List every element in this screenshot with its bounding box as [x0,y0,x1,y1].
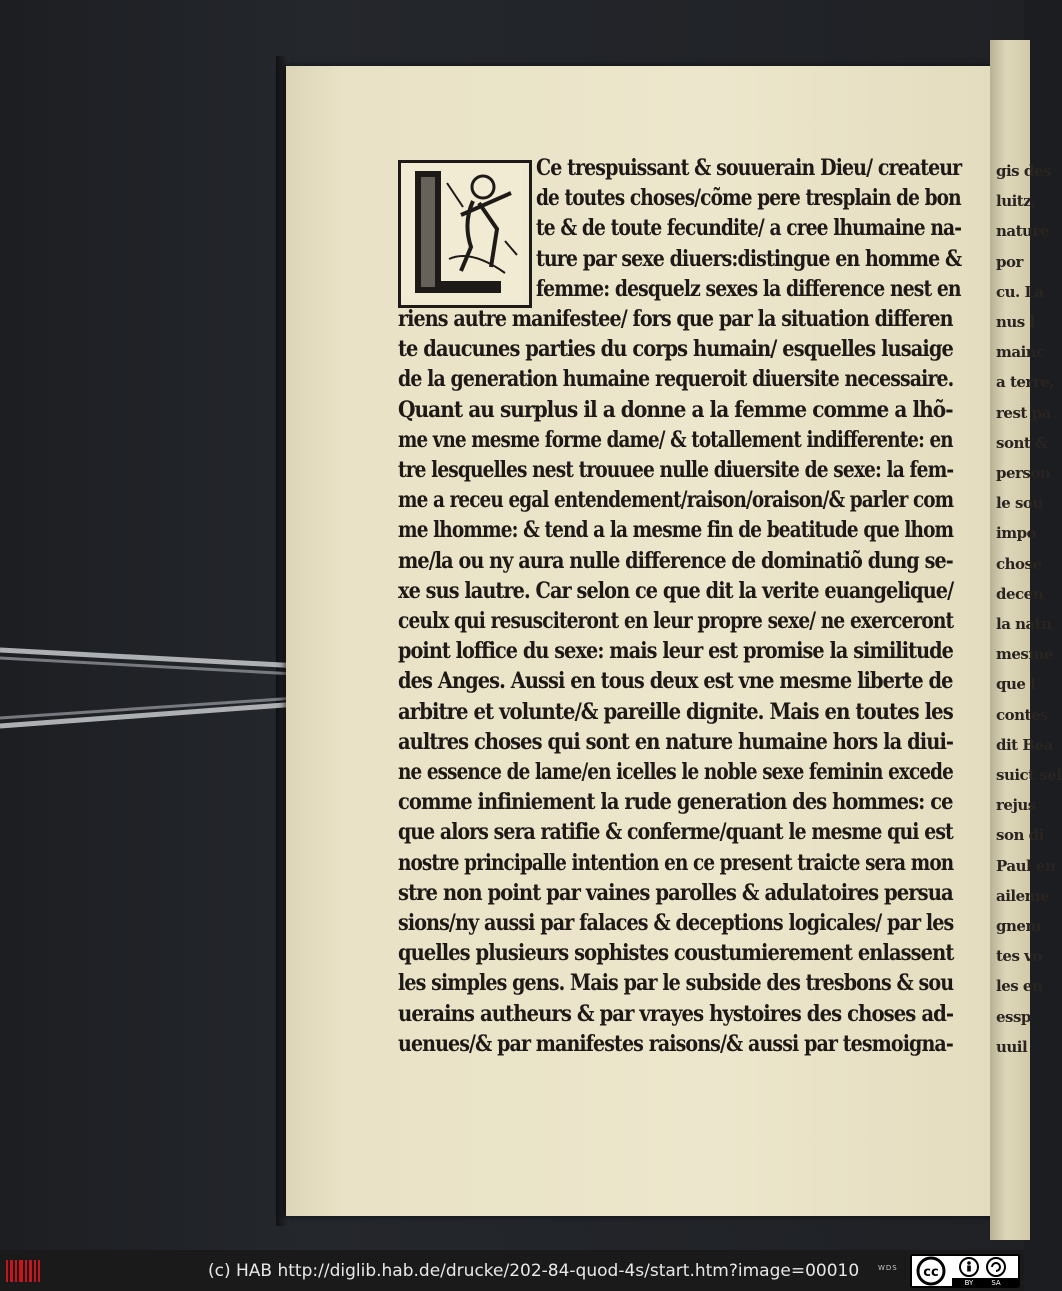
facing-page-fragment: contes [996,705,1048,724]
text-line: de la generation humaine requeroit diuersite necessaire. [398,366,954,393]
text-line: que alors sera ratifie & conferme/quant le mesme qui est [398,819,953,846]
facing-page-fragment: chose [996,554,1042,573]
facing-page-fragment: gis des [996,162,1051,180]
decorated-initial [398,160,532,308]
text-line: me lhomme: & tend a la mesme fin de beatitude que lhom [398,517,954,544]
facing-page-fragment: gnem [996,917,1041,935]
text-line: ture par sexe diuers:distingue en homme & [536,245,962,272]
facing-page-fragment: uuil [996,1037,1028,1056]
facing-page-fragment: cu. La [996,282,1044,301]
cc-by-sa-icon[interactable] [910,1254,1020,1288]
text-line: aultres choses qui sont en nature humaine hors la diui- [398,728,954,755]
svg-text:cc: cc [923,1265,939,1280]
facing-page-fragment: nus l [996,313,1035,331]
facing-page-fragment: la natu [996,615,1052,633]
text-line: de toutes choses/cõme pere tresplain de bon [536,185,961,212]
text-line: te & de toute fecundite/ a cree lhumaine na- [536,215,962,242]
wds-label: WDS [878,1264,898,1272]
text-line: uenues/& par manifestes raisons/& aussi par tesmoigna- [398,1030,953,1057]
text-line: arbitre et volunte/& pareille dignite. Mais en toutes les [398,698,953,725]
facing-page-edge [990,40,1062,1240]
facing-page-fragment: tes vo [996,947,1042,966]
facing-page-fragment: a terre, [996,373,1054,392]
facing-page-fragment: son di [996,826,1044,845]
facing-page-fragment: decen [996,584,1044,603]
facing-page-fragment: que l [996,675,1036,694]
text-line: les simples gens. Mais par le subside des tresbons & sou [398,970,954,997]
facing-page-fragment: rest pa [996,403,1051,422]
woodcut-initial-icon [401,163,523,299]
facing-page-fragment: dit Bea [996,735,1053,754]
facing-page-fragment: rejus [996,796,1036,815]
facing-page-fragment: luitz, [996,192,1036,211]
facing-page-fragment: Paul en [996,856,1056,875]
license-sa-label: SA [991,1279,1001,1287]
text-line: nostre principalle intention en ce present traicte sera mon [398,849,954,876]
facing-page-fragment: nature [996,222,1049,241]
facing-page-fragment: essp [996,1007,1031,1026]
facing-page-fragment: sont & [996,433,1049,452]
text-line: sions/ny aussi par falaces & deceptions logicales/ par les [398,910,954,936]
text-line: ne essence de lame/en icelles le noble sexe feminin excede [398,759,953,785]
text-line: quelles plusieurs sophistes coustumierement enlassent [398,940,954,967]
facing-page-fragment: les en [996,977,1043,996]
text-line: stre non point par vaines parolles & adulatoires persua [398,879,953,906]
text-line: tre lesquelles nest trouuee nulle diuersite de sexe: la fem- [398,457,954,483]
text-line: me a receu egal entendement/raison/oraison/& parler com [398,487,954,514]
text-line: te daucunes parties du corps humain/ esquelles lusaige [398,336,953,363]
cc-license-icon [912,1256,1018,1286]
text-line: riens autre manifestee/ fors que par la situation differen [398,306,953,332]
text-line: xe sus lautre. Car selon ce que dit la verite euangelique/ [398,577,954,604]
text-line: point loffice du sexe: mais leur est promise la similitude [398,638,953,665]
facing-page-fragment: impo [996,524,1037,543]
facing-page-fragment: mainc [996,343,1045,362]
facing-page-fragment: le sou [996,494,1043,513]
facing-page-fragment: aileme [996,886,1050,905]
license-by-label: BY [964,1279,974,1287]
hab-logo-icon [6,1258,40,1284]
footer-bar [0,1250,1024,1291]
facing-page-fragment: mesme [996,645,1053,664]
facing-page-fragment: person [996,464,1051,482]
copyright-link[interactable]: (c) HAB http://diglib.hab.de/drucke/202-84-quod-4s/start.htm?image=00010 [208,1261,860,1281]
text-line: me/la ou ny aura nulle difference de dominatiõ dung se- [398,547,953,574]
facing-page-fragment: por [996,252,1023,271]
text-line: Ce trespuissant & souuerain Dieu/ createur [536,155,962,181]
text-line: uerains autheurs & par vrayes hystoires des choses ad- [398,1000,954,1027]
text-line: ceulx qui resusciteront en leur propre sexe/ ne exerceront [398,608,954,634]
facing-page-fragment: suict sel [996,766,1062,784]
text-line: me vne mesme forme dame/ & totallement indifferente: en [398,426,953,453]
text-line: femme: desquelz sexes la difference nest en [536,275,961,302]
text-line: Quant au surplus il a donne a la femme comme a lhõ- [398,396,953,423]
text-line: comme infiniement la rude generation des hommes: ce [398,789,953,816]
text-line: des Anges. Aussi en tous deux est vne mesme liberte de [398,668,953,695]
